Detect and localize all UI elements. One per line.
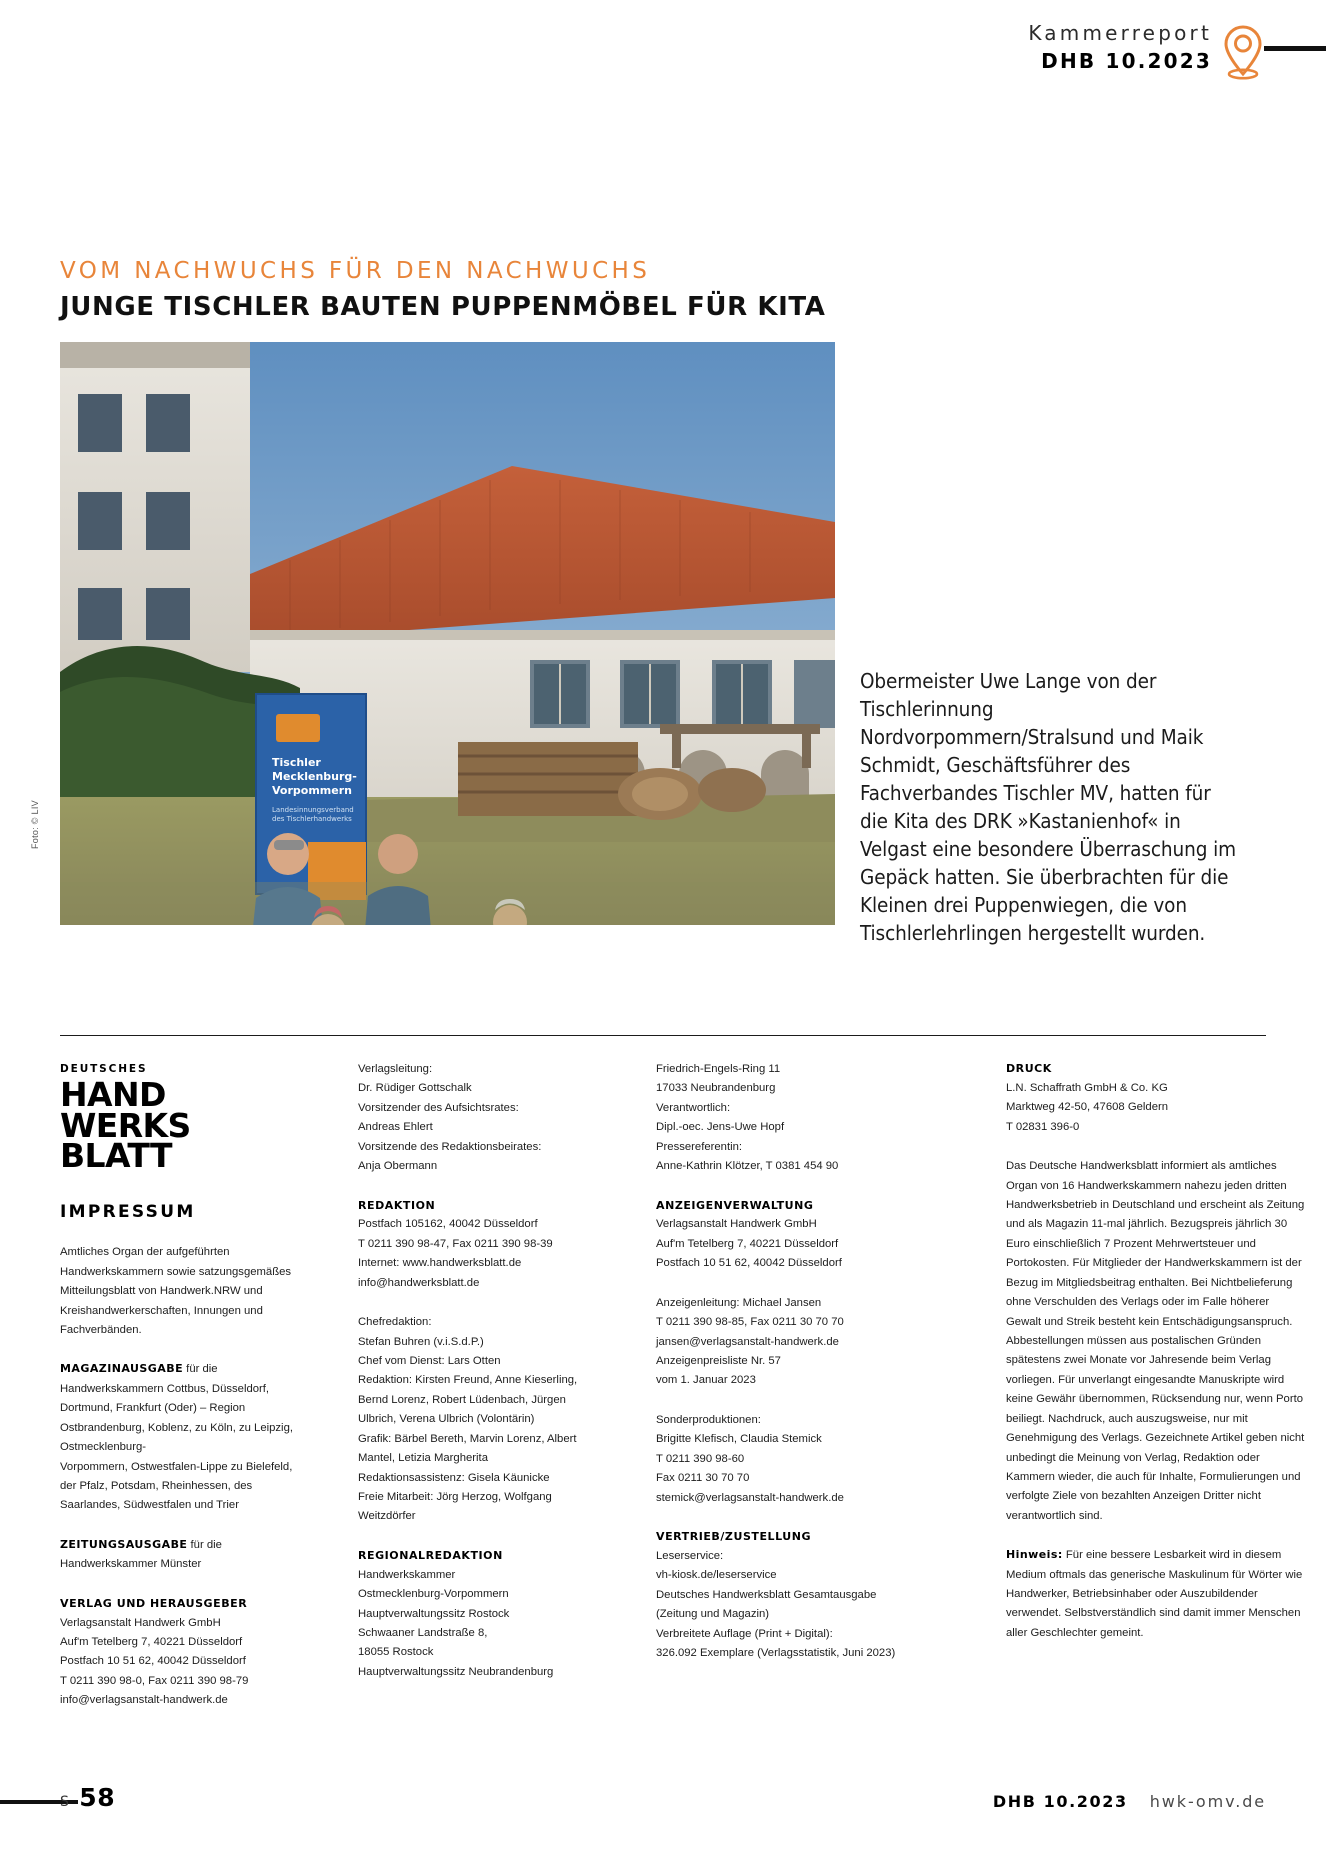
chefredaktion-line-2: Stefan Buhren (v.i.S.d.P.)	[358, 1335, 484, 1348]
zeitungsausgabe-body: für die Handwerkskammer Münster	[60, 1538, 222, 1571]
impressum-divider	[60, 1035, 1266, 1036]
sonder-line-3: T 0211 390 98-60	[656, 1452, 745, 1465]
logo-word-hand: HAND	[60, 1075, 166, 1115]
anzeigenleitung-block	[656, 1294, 956, 1391]
logo-word-blatt: BLATT	[60, 1136, 172, 1176]
verlag-line-1: Verlagsanstalt Handwerk GmbH	[60, 1616, 221, 1629]
regional-line-2: Ostmecklenburg-Vorpommern	[358, 1588, 509, 1601]
sonder-email[interactable]: stemick@verlagsanstalt-handwerk.de	[656, 1491, 844, 1504]
redaktion-members: Redaktion: Kirsten Freund, Anne Kieserling, Bernd Lorenz, Robert Lüdenbach, Jürgen Ulbrich, Verena Ulbrich (Volontärin)	[358, 1374, 578, 1426]
verlag-email[interactable]: info@verlagsanstalt-handwerk.de	[60, 1694, 228, 1707]
chefredaktion-line-1: Chefredaktion:	[358, 1316, 432, 1329]
vertrieb-line-3: Deutsches Handwerksblatt Gesamtausgabe	[656, 1588, 877, 1601]
anzeigenleitung-email[interactable]: jansen@verlagsanstalt-handwerk.de	[656, 1335, 839, 1348]
anzeigenleitung-line-2: T 0211 390 98-85, Fax 0211 30 70 70	[656, 1316, 844, 1329]
logo-word-werks: WERKS	[60, 1105, 191, 1145]
footer-issue: DHB 10.2023	[992, 1792, 1128, 1811]
legal-notice: Das Deutsche Handwerksblatt informiert als amtliches Organ von 16 Handwerkskammern nahezu jeden dritten Handwerksbetrieb in Deutschland und erscheint als Zeitung und als Magazin 11-mal jährlich. Bezugspreis jährlich 30 Euro einschließlich 7 Prozent Mehrwertsteuer und Portokosten. Für Mitglieder der Handwerkskammern ist der Bezug im Mitgliedsbeitrag enthalten. Bei Nichtbelieferung ohne Verschulden des Verlags oder im Falle höherer Gewalt und Streik besteht kein Entschädigungsanspruch. Abbestellungen müssen aus postalischen Gründen spätestens zwei Monate vor Jahresende beim Verlag vorliegen. Für unverlangt eingesandte Manuskripte wird keine Gewähr übernommen, Rücksendung nur, wenn Porto beiliegt. Nachdruck, auch auszugsweise, nur mit Genehmigung des Verlags. Gezeichnete Artikel geben nicht unbedingt die Meinung von Verlag, Redaktion oder Kammern wieder, die auch für Inhalte, Formulierungen und verfolgte Ziele von bezahlten Anzeigen Dritter nicht verantwortlich sind.	[1006, 1160, 1305, 1522]
zeitungsausgabe-block	[60, 1536, 308, 1575]
regional-line-6: Hauptverwaltungssitz Neubrandenburg	[358, 1665, 554, 1678]
verlagsleitung-block	[358, 1060, 606, 1177]
anzeigenverwaltung-heading: ANZEIGENVERWALTUNG	[656, 1198, 814, 1212]
magazinausgabe-body: für die Handwerkskammern Cottbus, Düsseldorf, Dortmund, Frankfurt (Oder) – Region Ostbrandenburg, Koblenz, zu Köln, zu Leipzig, Ostmecklenburg-	[60, 1363, 293, 1454]
footer-url[interactable]: hwk-omv.de	[1149, 1792, 1266, 1811]
address-line-1: Friedrich-Engels-Ring 11	[656, 1063, 781, 1075]
verlagsleitung-line-5: Vorsitzende des Redaktionsbeirates:	[358, 1140, 542, 1153]
svg-text:Vorpommern: Vorpommern	[272, 784, 352, 797]
header-rule	[1264, 46, 1326, 51]
sonderproduktionen-block	[656, 1411, 956, 1508]
svg-text:Mecklenburg-: Mecklenburg-	[272, 770, 357, 783]
druck-line-3: T 02831 396-0	[1006, 1120, 1080, 1133]
address-line-3: Verantwortlich:	[656, 1101, 731, 1114]
article-photo	[60, 342, 835, 925]
svg-text:Landesinnungsverband: Landesinnungsverband	[272, 806, 354, 814]
impressum-column-3	[656, 1060, 956, 1711]
anzeigenleitung-line-1: Anzeigenleitung: Michael Jansen	[656, 1296, 822, 1309]
sonder-line-1: Sonderproduktionen:	[656, 1413, 761, 1426]
address-line-4: Dipl.-oec. Jens-Uwe Hopf	[656, 1121, 785, 1134]
verlagsleitung-line-6: Anja Obermann	[358, 1160, 438, 1173]
address-line-2: 17033 Neubrandenburg	[656, 1082, 776, 1095]
redaktion-block	[358, 1197, 606, 1294]
header-text-block	[1028, 22, 1220, 73]
anzeigen-line-3: Postfach 10 51 62, 40042 Düsseldorf	[656, 1257, 842, 1270]
vertrieb-line-5: Verbreitete Auflage (Print + Digital):	[656, 1627, 833, 1640]
page-number: 58	[79, 1783, 116, 1812]
regional-line-5: 18055 Rostock	[358, 1646, 434, 1659]
footer-page-marker	[60, 1783, 115, 1812]
photo-credit: Foto: © LIV	[30, 800, 40, 849]
redaktion-heading: REDAKTION	[358, 1198, 436, 1212]
vertrieb-line-4: (Zeitung und Magazin)	[656, 1608, 770, 1621]
masthead-logo	[60, 1060, 308, 1176]
photo-caption: Obermeister Uwe Lange von der Tischlerinnung Nordvorpommern/Stralsund und Maik Schmidt, Geschäftsführer des Fachverbandes Tischler MV, hatten für die Kita des DRK »Kastanienhof« in Velgast eine besondere Überraschung im Gepäck hatten. Sie überbrachten für die Kleinen drei Puppenwiegen, die von Tischlerlehrlingen hergestellt wurden.	[860, 669, 1236, 945]
article-headline: JUNGE TISCHLER BAUTEN PUPPENMÖBEL FÜR KITA	[60, 292, 826, 322]
neubrandenburg-address-block	[656, 1060, 956, 1177]
regional-line-1: Handwerkskammer	[358, 1568, 456, 1581]
article-photo-wrap	[30, 342, 835, 925]
verlag-heading: VERLAG UND HERAUSGEBER	[60, 1596, 248, 1610]
redaktion-line-2: T 0211 390 98-47, Fax 0211 390 98-39	[358, 1237, 553, 1250]
hinweis-heading: Hinweis:	[1006, 1548, 1063, 1562]
redaktion-line-1: Postfach 105162, 40042 Düsseldorf	[358, 1218, 538, 1231]
header-branding	[1028, 22, 1266, 80]
impressum-intro: Amtliches Organ der aufgeführten Handwerkskammern sowie satzungsgemäßes Mitteilungsblatt von Handwerk.NRW und Kreishandwerkerschaften, Innungen und Fachverbänden.	[60, 1246, 292, 1337]
svg-text:Tischler: Tischler	[272, 756, 321, 769]
verlag-line-3: Postfach 10 51 62, 40042 Düsseldorf	[60, 1655, 246, 1668]
chefredaktion-line-3: Chef vom Dienst: Lars Otten	[358, 1354, 501, 1367]
impressum-column-4	[1006, 1060, 1306, 1711]
verlagsleitung-line-3: Vorsitzender des Aufsichtsrates:	[358, 1101, 519, 1114]
page-header	[0, 22, 1326, 92]
impressum-column-2	[358, 1060, 606, 1711]
logo-eyebrow: DEUTSCHES	[60, 1063, 148, 1075]
leserservice-url[interactable]: vh-kiosk.de/leserservice	[656, 1569, 777, 1582]
address-line-5: Pressereferentin:	[656, 1140, 743, 1153]
anzeigen-line-1: Verlagsanstalt Handwerk GmbH	[656, 1218, 817, 1231]
anzeigenverwaltung-block	[656, 1197, 956, 1274]
impressum-column-1	[60, 1060, 308, 1711]
verlagsleitung-line-2: Dr. Rüdiger Gottschalk	[358, 1082, 472, 1095]
footer-meta	[993, 1792, 1266, 1811]
chefredaktion-block	[358, 1313, 606, 1527]
auflage-value: 326.092 Exemplare (Verlagsstatistik, Juni 2023)	[656, 1646, 896, 1659]
sonder-line-4: Fax 0211 30 70 70	[656, 1472, 750, 1485]
druck-heading: DRUCK	[1006, 1062, 1052, 1075]
redaktion-website[interactable]: Internet: www.handwerksblatt.de	[358, 1257, 522, 1270]
zeitungsausgabe-heading: ZEITUNGSAUSGABE	[60, 1537, 188, 1551]
header-issue-label: DHB 10.2023	[1041, 49, 1212, 73]
hinweis-body: Für eine bessere Lesbarkeit wird in diesem Medium oftmals das generische Maskulinum für Wörter wie Handwerker, Betriebsinhaber oder Auszubildender verwendet. Selbstverständlich sind damit immer Menschen aller Geschlechter gemeint.	[1006, 1549, 1303, 1639]
svg-text:des Tischlerhandwerks: des Tischlerhandwerks	[272, 815, 352, 823]
magazinausgabe-block	[60, 1360, 308, 1515]
anzeigenpreisliste-date: vom 1. Januar 2023	[656, 1374, 756, 1387]
regionalredaktion-block	[358, 1547, 606, 1682]
regional-line-4: Schwaaner Landstraße 8,	[358, 1626, 488, 1639]
vertrieb-block	[656, 1528, 956, 1663]
regional-line-3: Hauptverwaltungssitz Rostock	[358, 1607, 510, 1620]
redaktionsassistenz: Redaktionsassistenz: Gisela Käunicke	[358, 1471, 550, 1484]
magazinausgabe-body-2: Vorpommern, Ostwestfalen-Lippe zu Bielefeld, der Pfalz, Potsdam, Rheinhessen, des Saarlandes, Südwestfalen und Trier	[60, 1460, 293, 1512]
hinweis-block	[1006, 1546, 1306, 1643]
verlag-block	[60, 1595, 308, 1711]
sonder-line-2: Brigitte Klefisch, Claudia Stemick	[656, 1433, 822, 1446]
vertrieb-line-1: Leserservice:	[656, 1549, 724, 1562]
freie-mitarbeit: Freie Mitarbeit: Jörg Herzog, Wolfgang Weitzdörfer	[358, 1490, 552, 1523]
verlag-line-2: Auf'm Tetelberg 7, 40221 Düsseldorf	[60, 1636, 243, 1648]
druck-line-1: L.N. Schaffrath GmbH & Co. KG	[1006, 1081, 1168, 1094]
druck-block	[1006, 1060, 1306, 1137]
regionalredaktion-heading: REGIONALREDAKTION	[358, 1548, 503, 1562]
vertrieb-heading: VERTRIEB/ZUSTELLUNG	[656, 1529, 812, 1543]
magazinausgabe-heading: MAGAZINAUSGABE	[60, 1362, 184, 1376]
kammerreport-label: Kammerreport	[1028, 21, 1212, 45]
redaktion-email[interactable]: info@handwerksblatt.de	[358, 1276, 480, 1289]
page-prefix: S	[60, 1794, 71, 1810]
druck-line-2: Marktweg 42-50, 47608 Geldern	[1006, 1101, 1169, 1114]
anzeigenpreisliste: Anzeigenpreisliste Nr. 57	[656, 1354, 781, 1367]
location-pin-icon	[1220, 24, 1266, 80]
address-line-6: Anne-Kathrin Klötzer, T 0381 454 90	[656, 1160, 839, 1173]
impressum	[60, 1060, 1305, 1711]
anzeigen-line-2: Auf'm Tetelberg 7, 40221 Düsseldorf	[656, 1237, 839, 1250]
article-kicker: VOM NACHWUCHS FÜR DEN NACHWUCHS	[60, 258, 651, 284]
verlagsleitung-line-1: Verlagsleitung:	[358, 1063, 433, 1075]
verlag-line-4: T 0211 390 98-0, Fax 0211 390 98-79	[60, 1674, 249, 1687]
impressum-title: IMPRESSUM	[60, 1202, 196, 1223]
verlagsleitung-line-4: Andreas Ehlert	[358, 1121, 433, 1134]
grafik-members: Grafik: Bärbel Bereth, Marvin Lorenz, Albert Mantel, Letizia Margherita	[358, 1432, 577, 1465]
